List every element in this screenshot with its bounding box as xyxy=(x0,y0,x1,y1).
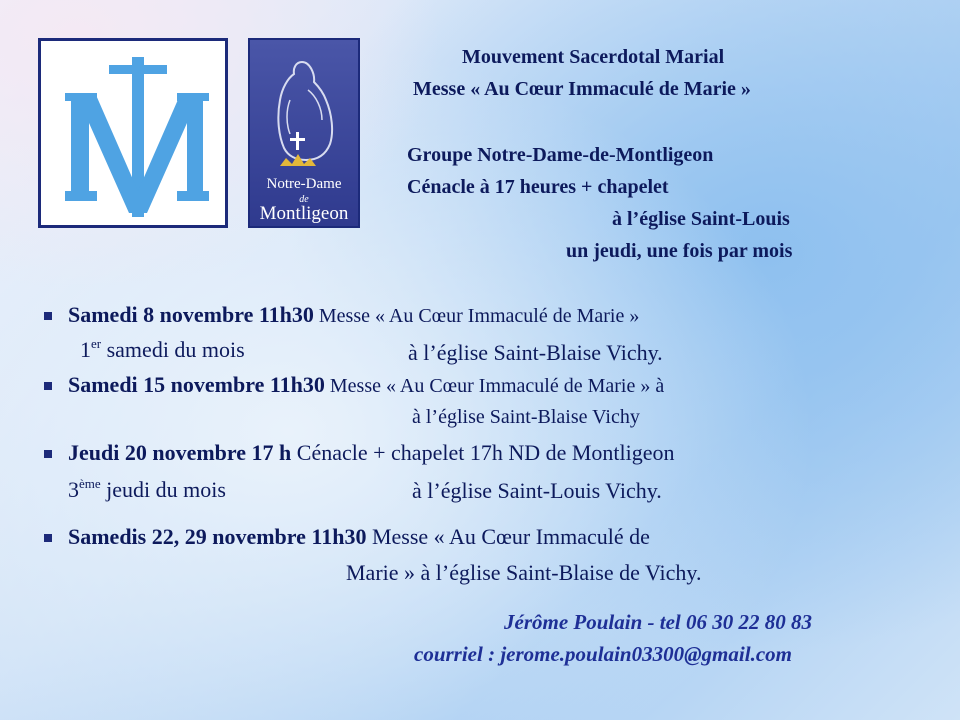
event-place: Marie » à l’église Saint-Blaise de Vichy. xyxy=(346,560,702,585)
bullet-icon xyxy=(44,382,52,390)
event-desc: Cénacle + chapelet 17h ND de Montligeon xyxy=(291,440,675,465)
madonna-silhouette-icon xyxy=(250,40,358,180)
event-date: Samedi 8 novembre 11h30 xyxy=(68,302,314,327)
nd-logo-de: de xyxy=(299,194,309,205)
event-desc: Messe « Au Cœur Immaculé de xyxy=(366,524,650,549)
event-ordinal: 1 xyxy=(80,337,91,362)
event-line xyxy=(68,302,639,328)
event-subline xyxy=(80,336,245,363)
header-line1: Mouvement Sacerdotal Marial xyxy=(462,46,725,68)
bullet-icon xyxy=(44,312,52,320)
header-line4: Cénacle à 17 heures + chapelet xyxy=(407,176,669,198)
event-ordinal-sup: ème xyxy=(79,476,101,491)
event-date: Samedis 22, 29 novembre 11h30 xyxy=(68,524,367,549)
header-line3: Groupe Notre-Dame-de-Montligeon xyxy=(407,144,714,166)
cross-m-icon xyxy=(41,41,225,225)
header-line6: un jeudi, une fois par mois xyxy=(566,240,793,262)
event-subline xyxy=(68,476,226,503)
nd-logo-line2: Montligeon xyxy=(259,203,349,224)
event-sub-text: samedi du mois xyxy=(101,337,245,362)
bullet-icon xyxy=(44,450,52,458)
bullet-icon xyxy=(44,534,52,542)
contact-email: courriel : jerome.poulain03300@gmail.com xyxy=(414,642,792,666)
notre-dame-montligeon-logo xyxy=(248,38,360,228)
event-place: à l’église Saint-Blaise Vichy. xyxy=(408,340,663,365)
event-sub-text: jeudi du mois xyxy=(100,477,226,502)
event-line xyxy=(68,372,664,398)
event-place: à l’église Saint-Louis Vichy. xyxy=(412,478,662,503)
nd-logo-line1: Notre-Dame xyxy=(266,176,342,192)
header-line5: à l’église Saint-Louis xyxy=(612,208,790,230)
event-ordinal: 3 xyxy=(68,477,79,502)
event-line xyxy=(68,440,675,466)
event-desc: Messe « Au Cœur Immaculé de Marie » à xyxy=(324,375,665,397)
contact-phone: Jérôme Poulain - tel 06 30 22 80 83 xyxy=(504,610,812,634)
event-date: Jeudi 20 novembre 17 h xyxy=(68,440,292,465)
event-date: Samedi 15 novembre 11h30 xyxy=(68,372,325,397)
header-line2: Messe « Au Cœur Immaculé de Marie » xyxy=(413,78,751,100)
event-place: à l’église Saint-Blaise Vichy xyxy=(412,406,640,428)
event-line xyxy=(68,524,650,550)
msm-logo xyxy=(38,38,228,228)
event-ordinal-sup: er xyxy=(91,336,102,351)
event-desc: Messe « Au Cœur Immaculé de Marie » xyxy=(313,305,640,327)
